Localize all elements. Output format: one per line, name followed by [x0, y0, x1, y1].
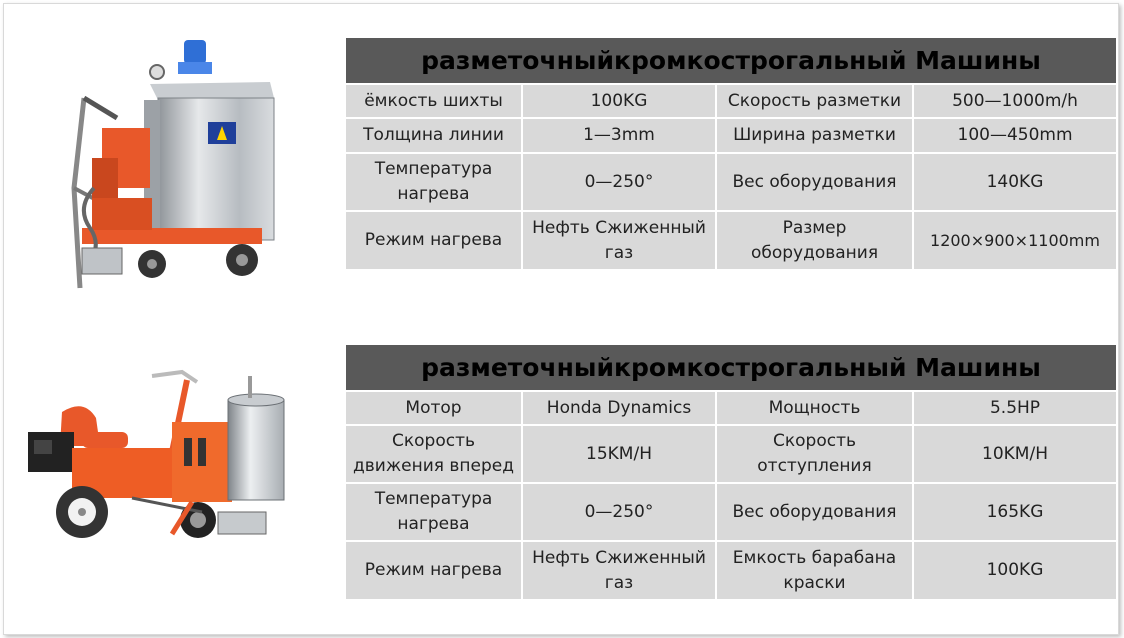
table-cell: Honda Dynamics [522, 391, 716, 425]
table-cell: Нефть Сжиженный газ [522, 211, 716, 269]
table-cell: 1—3mm [522, 118, 716, 153]
table-cell: 140KG [913, 153, 1116, 211]
spec-table-2 [346, 345, 1116, 599]
table-cell: 0—250° [522, 483, 716, 541]
table-row [346, 483, 1116, 541]
table-title: разметочныйкромкострогальный Машины [346, 345, 1116, 391]
table-cell: Размер оборудования [716, 211, 913, 269]
table-row [346, 84, 1116, 118]
table-row [346, 118, 1116, 153]
table-row [346, 425, 1116, 483]
table-cell: Вес оборудования [716, 153, 913, 211]
spec-table-1 [346, 38, 1116, 269]
table-row [346, 541, 1116, 599]
table-cell: Ширина разметки [716, 118, 913, 153]
table-cell: Температура нагрева [346, 153, 522, 211]
table-cell: ёмкость шихты [346, 84, 522, 118]
table-cell: 100KG [522, 84, 716, 118]
table-cell: Скорость отступления [716, 425, 913, 483]
table-cell: 10KM/H [913, 425, 1116, 483]
table-cell: Скорость движения вперед [346, 425, 522, 483]
table-cell: 500—1000m/h [913, 84, 1116, 118]
table-cell: Режим нагрева [346, 211, 522, 269]
table-row [346, 153, 1116, 211]
table-cell: 5.5HP [913, 391, 1116, 425]
table-cell: 15KM/H [522, 425, 716, 483]
table-cell: Вес оборудования [716, 483, 913, 541]
table-row [346, 391, 1116, 425]
table-cell: 100—450mm [913, 118, 1116, 153]
marking-machine-photo-2 [22, 362, 302, 572]
table-cell: 165KG [913, 483, 1116, 541]
table-cell: Емкость барабана краски [716, 541, 913, 599]
table-cell: 0—250° [522, 153, 716, 211]
table-cell: Толщина линии [346, 118, 522, 153]
table-cell: Мотор [346, 391, 522, 425]
table-cell: Мощность [716, 391, 913, 425]
table-cell: Нефть Сжиженный газ [522, 541, 716, 599]
marking-machine-photo-1 [62, 38, 282, 308]
table-cell: 1200×900×1100mm [913, 211, 1116, 269]
table-cell: Температура нагрева [346, 483, 522, 541]
table-title: разметочныйкромкострогальный Машины [346, 38, 1116, 84]
table-row [346, 211, 1116, 269]
table-cell: 100KG [913, 541, 1116, 599]
table-cell: Режим нагрева [346, 541, 522, 599]
table-cell: Скорость разметки [716, 84, 913, 118]
